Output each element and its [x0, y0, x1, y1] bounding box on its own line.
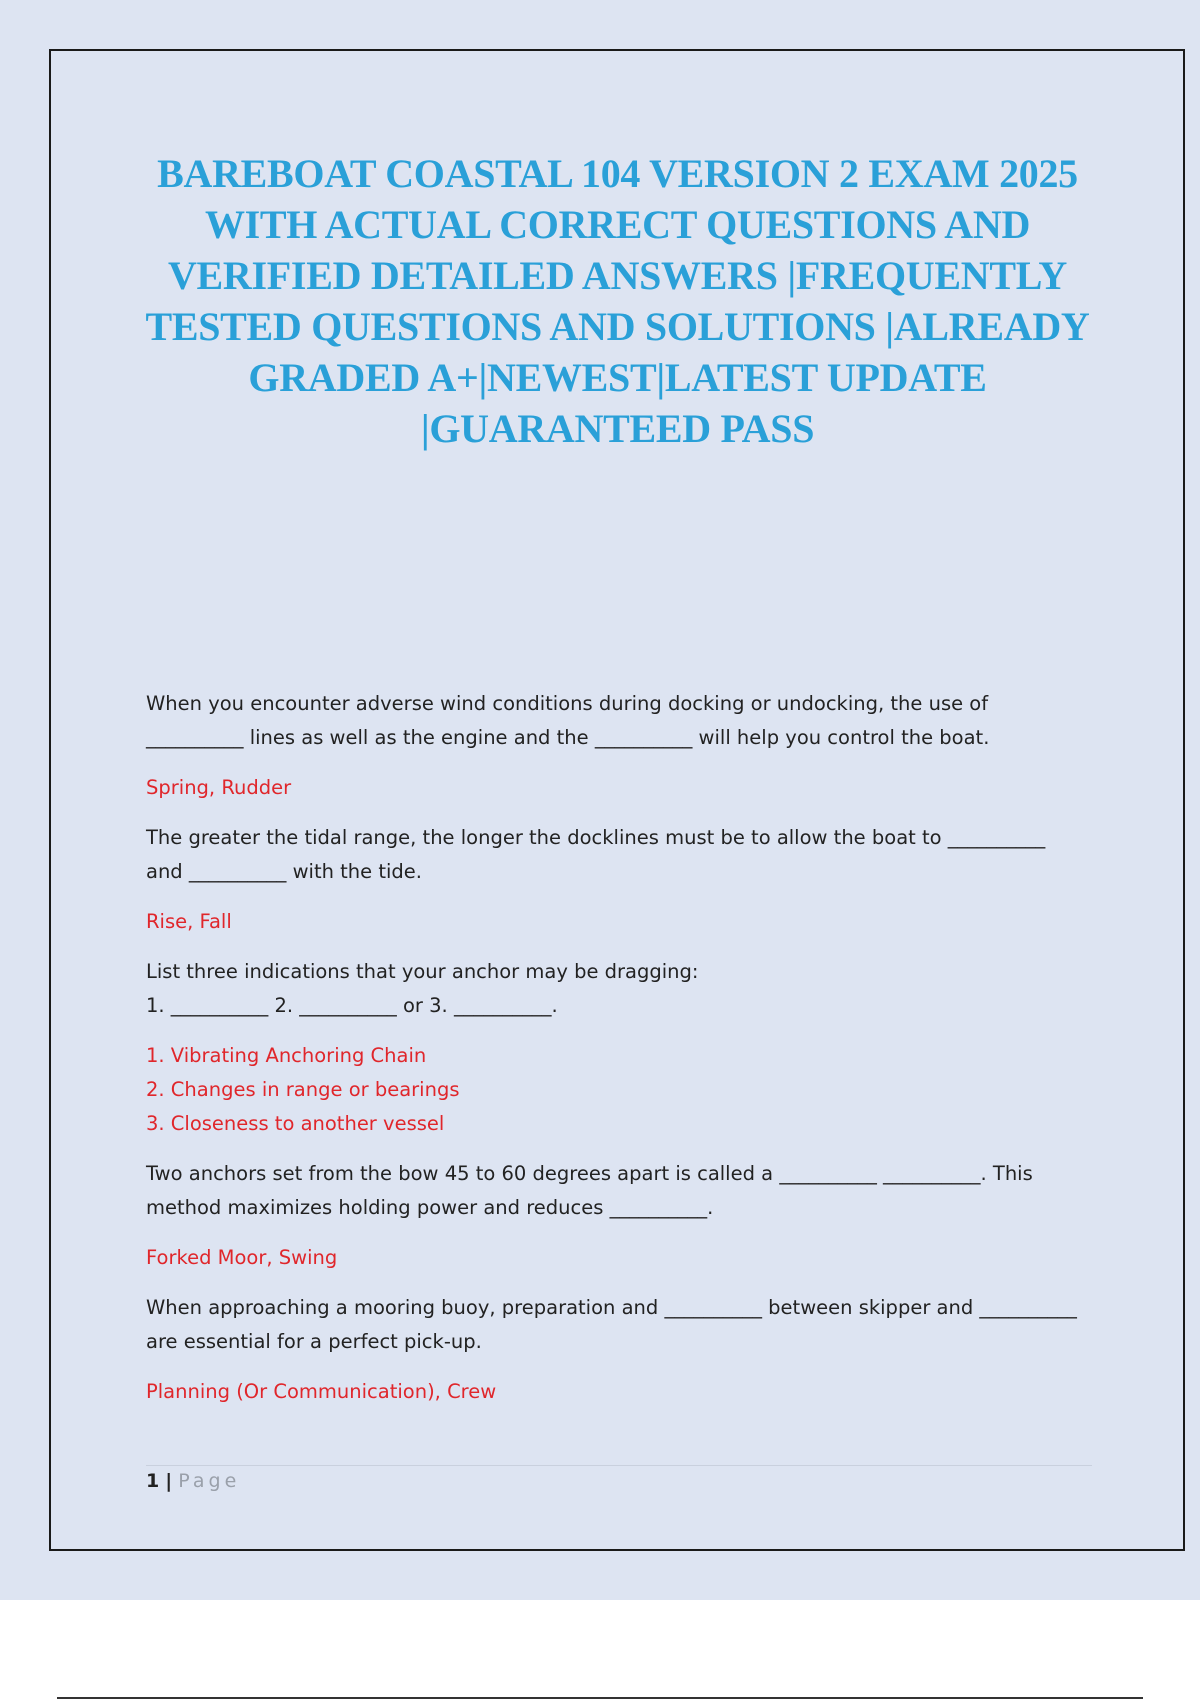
footer-divider [146, 1465, 1092, 1466]
question-text: When you encounter adverse wind conditions during docking or undocking, the use of __________ lines as well as the engine and the __________ will help you control the boat. [146, 692, 990, 749]
question-text: Two anchors set from the bow 45 to 60 degrees apart is called a __________ __________. This method maximizes holding power and reduces __________. [146, 1162, 1033, 1219]
page-label: Page [178, 1470, 241, 1492]
answer-text: Planning (Or Communication), Crew [146, 1380, 497, 1403]
question-line: 1. __________ 2. __________ or 3. __________. [146, 994, 558, 1017]
answer-text: Spring, Rudder [146, 776, 292, 799]
answer-list [146, 1039, 1086, 1141]
answer-item: 2. Changes in range or bearings [146, 1078, 460, 1101]
answer-text: Rise, Fall [146, 910, 232, 933]
page-number: 1 [146, 1470, 160, 1492]
answer-text: Forked Moor, Swing [146, 1246, 338, 1269]
question-text: When approaching a mooring buoy, preparation and __________ between skipper and __________ are essential for a perfect pick-up. [146, 1296, 1077, 1353]
question-text: The greater the tidal range, the longer the docklines must be to allow the boat to __________ and __________ with the tide. [146, 826, 1046, 883]
bottom-divider [57, 1697, 1143, 1699]
answer-item: 1. Vibrating Anchoring Chain [146, 1044, 427, 1067]
footer-separator: | [165, 1470, 173, 1492]
document-title: BAREBOAT COASTAL 104 VERSION 2 EXAM 2025 WITH ACTUAL CORRECT QUESTIONS AND VERIFIED DETAILED ANSWERS |FREQUENTLY TESTED QUESTIONS AND SOLUTIONS |ALREADY GRADED A+|NEWEST|LATEST UPDATE |GUARANTEED PASS [145, 151, 1090, 451]
answer-item: 3. Closeness to another vessel [146, 1112, 445, 1135]
question-line: List three indications that your anchor may be dragging: [146, 960, 699, 983]
question-text [146, 955, 1086, 1023]
page-footer [146, 1470, 240, 1492]
question-list [146, 687, 1086, 1425]
